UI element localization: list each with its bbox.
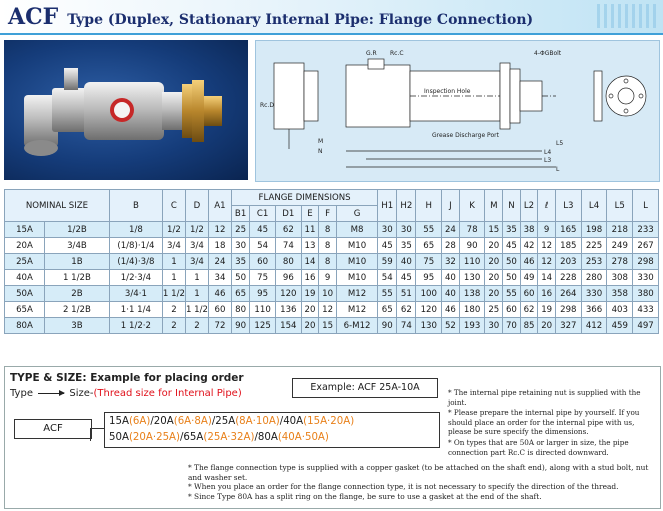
table-cell-k: 78 — [459, 222, 485, 238]
table-cell-l2: 49 — [520, 270, 538, 286]
table-cell-c: 2 — [162, 302, 185, 318]
header-d1: D1 — [275, 206, 301, 222]
table-cell-e: 19 — [301, 286, 319, 302]
header-l3: L3 — [555, 190, 581, 222]
table-cell-f: 9 — [319, 270, 337, 286]
table-cell-h1: 90 — [378, 318, 397, 334]
table-cell-l4: 366 — [581, 302, 607, 318]
table-cell-f: 8 — [319, 238, 337, 254]
table-cell-g: M8 — [336, 222, 377, 238]
header-k: K — [459, 190, 485, 222]
table-cell-l: 12 — [538, 254, 556, 270]
table-cell-h: 120 — [416, 302, 442, 318]
header-h1: H1 — [378, 190, 397, 222]
table-cell-l2: 60 — [520, 286, 538, 302]
table-cell-h: 100 — [416, 286, 442, 302]
table-cell-n: 45 — [503, 238, 521, 254]
table-cell-f: 10 — [319, 286, 337, 302]
header-f: F — [319, 206, 337, 222]
arrow-icon — [38, 393, 64, 394]
note-thread-direction: * When you place an order for the flange connection type, it is not necessary to specify the direction of the thread. — [188, 482, 619, 492]
notes-right — [448, 388, 656, 458]
ordering-title: TYPE & SIZE: Example for placing order — [10, 372, 244, 384]
header-m: M — [485, 190, 503, 222]
table-cell-c1: 54 — [250, 238, 276, 254]
table-cell-h2: 35 — [397, 238, 416, 254]
table-cell-j: 40 — [442, 270, 460, 286]
size-20a: /20A — [150, 416, 174, 427]
table-cell-b: 3B — [44, 318, 109, 334]
table-cell-f: 15 — [319, 318, 337, 334]
table-cell-n: 55 — [503, 286, 521, 302]
table-cell-b1: 65 — [231, 286, 249, 302]
table-cell-k: 138 — [459, 286, 485, 302]
table-cell-d: 3/4 — [185, 238, 208, 254]
table-cell-j: 52 — [442, 318, 460, 334]
table-row — [5, 286, 659, 302]
table-cell-b: 1/8 — [109, 222, 162, 238]
header-h: H — [416, 190, 442, 222]
table-cell-n: 35 — [503, 222, 521, 238]
table-cell-l4: 330 — [581, 286, 607, 302]
table-cell-c: 1 — [162, 270, 185, 286]
table-cell-l4: 198 — [581, 222, 607, 238]
table-cell-a1: 46 — [208, 286, 231, 302]
connector-line — [90, 428, 105, 441]
table-cell-e: 20 — [301, 318, 319, 334]
table-cell-b: 1 1/2·2 — [109, 318, 162, 334]
table-cell-h: 55 — [416, 222, 442, 238]
note-gasket: * The flange connection type is supplied with a copper gasket (to be attached on the shaft end), along with a stud bolt, nut and washer set. — [188, 463, 649, 482]
label-rcd: Rc.D — [260, 102, 274, 109]
table-cell-k: 193 — [459, 318, 485, 334]
table-cell-n: 50 — [503, 270, 521, 286]
table-cell-l2: 38 — [520, 222, 538, 238]
size-25a: /25A — [211, 416, 236, 427]
table-cell-c: 3/4 — [162, 238, 185, 254]
table-cell-a1: 12 — [208, 222, 231, 238]
table-cell-g: M10 — [336, 238, 377, 254]
table-cell-c1: 125 — [250, 318, 276, 334]
size-40a: /40A — [279, 416, 304, 427]
note-rcc-direction: * On types that are 50A or larger in size, the pipe connection part Rc.C is directed downward. — [448, 437, 629, 457]
table-cell-h2: 45 — [397, 270, 416, 286]
size-65a: /65A — [180, 432, 204, 443]
table-cell-l: 14 — [538, 270, 556, 286]
dimension-table — [4, 189, 659, 334]
table-cell-c1: 110 — [250, 302, 276, 318]
type-size-legend — [10, 388, 242, 399]
table-cell-a1: 60 — [208, 302, 231, 318]
product-photo — [4, 40, 248, 180]
table-cell-d1: 136 — [275, 302, 301, 318]
size-80a-inner: (40A·50A) — [277, 432, 329, 443]
order-example: Example: ACF 25A-10A — [292, 378, 438, 398]
label-l: L — [556, 166, 560, 173]
table-cell-h1: 45 — [378, 238, 397, 254]
header-j: J — [442, 190, 460, 222]
table-cell-h1: 54 — [378, 270, 397, 286]
model-name: ACF — [8, 4, 59, 30]
header-a1: A1 — [208, 190, 231, 222]
header-l: L — [633, 190, 659, 222]
cross-section-drawing — [256, 41, 659, 181]
table-cell-l: 20 — [538, 318, 556, 334]
table-row — [5, 254, 659, 270]
header-d: D — [185, 190, 208, 222]
table-cell-f: 8 — [319, 222, 337, 238]
table-cell-l: 9 — [538, 222, 556, 238]
table-cell-l3: 185 — [555, 238, 581, 254]
table-cell-j: 24 — [442, 222, 460, 238]
table-cell-a: 40A — [5, 270, 45, 286]
table-cell-g: M10 — [336, 254, 377, 270]
table-cell-h2: 40 — [397, 254, 416, 270]
table-cell-j: 32 — [442, 254, 460, 270]
table-cell-d1: 74 — [275, 238, 301, 254]
table-cell-d: 2 — [185, 318, 208, 334]
table-cell-a1: 72 — [208, 318, 231, 334]
page-title — [8, 4, 533, 30]
table-cell-g: M12 — [336, 286, 377, 302]
table-cell-m: 30 — [485, 318, 503, 334]
table-cell-h2: 74 — [397, 318, 416, 334]
table-cell-l5: 403 — [607, 302, 633, 318]
table-cell-l3: 264 — [555, 286, 581, 302]
type-description: Type (Duplex, Stationary Internal Pipe: Flange Connection) — [67, 12, 534, 28]
table-cell-h1: 30 — [378, 222, 397, 238]
table-cell-c: 1 — [162, 254, 185, 270]
size-options — [104, 412, 440, 448]
table-cell-h: 75 — [416, 254, 442, 270]
label-grease: Grease Discharge Port — [432, 132, 499, 139]
table-cell-l: 16 — [538, 286, 556, 302]
table-cell-l: 330 — [633, 270, 659, 286]
table-cell-b: 2 1/2B — [44, 302, 109, 318]
table-cell-l: 267 — [633, 238, 659, 254]
table-cell-b: 1/2B — [44, 222, 109, 238]
header-ell: ℓ — [538, 190, 556, 222]
table-cell-b: 3/4·1 — [109, 286, 162, 302]
size-line-2 — [109, 430, 435, 446]
table-cell-m: 15 — [485, 222, 503, 238]
table-cell-l: 19 — [538, 302, 556, 318]
table-cell-l: 380 — [633, 286, 659, 302]
table-cell-l4: 225 — [581, 238, 607, 254]
table-cell-l5: 218 — [607, 222, 633, 238]
table-cell-l4: 280 — [581, 270, 607, 286]
header-b1: B1 — [231, 206, 249, 222]
table-cell-c: 1/2 — [162, 222, 185, 238]
table-cell-b: (1/4)·3/8 — [109, 254, 162, 270]
table-cell-h2: 51 — [397, 286, 416, 302]
table-cell-d: 1 — [185, 286, 208, 302]
table-cell-l5: 278 — [607, 254, 633, 270]
header-l4: L4 — [581, 190, 607, 222]
header-decoration — [597, 4, 657, 28]
header-n: N — [503, 190, 521, 222]
label-gbolt: 4-ΦGBolt — [534, 50, 562, 57]
table-cell-g: M10 — [336, 270, 377, 286]
dimension-drawing — [255, 40, 660, 182]
table-cell-g: 6-M12 — [336, 318, 377, 334]
table-cell-b: 1 1/2B — [44, 270, 109, 286]
table-cell-m: 25 — [485, 302, 503, 318]
header-c1: C1 — [250, 206, 276, 222]
table-cell-m: 20 — [485, 238, 503, 254]
header-c: C — [162, 190, 185, 222]
table-cell-l5: 358 — [607, 286, 633, 302]
header-l2: L2 — [520, 190, 538, 222]
table-cell-j: 46 — [442, 302, 460, 318]
table-cell-h1: 65 — [378, 302, 397, 318]
table-cell-l2: 42 — [520, 238, 538, 254]
table-cell-l3: 298 — [555, 302, 581, 318]
table-cell-d1: 80 — [275, 254, 301, 270]
table-cell-a: 65A — [5, 302, 45, 318]
table-cell-n: 70 — [503, 318, 521, 334]
size-80a: /80A — [254, 432, 278, 443]
table-cell-b1: 25 — [231, 222, 249, 238]
label-gr: G.R — [366, 50, 377, 57]
table-cell-h1: 55 — [378, 286, 397, 302]
table-cell-j: 40 — [442, 286, 460, 302]
size-50a: 50A — [109, 432, 129, 443]
table-cell-l3: 327 — [555, 318, 581, 334]
table-cell-b: 1·1 1/4 — [109, 302, 162, 318]
table-cell-f: 12 — [319, 302, 337, 318]
table-cell-l: 497 — [633, 318, 659, 334]
model-box: ACF — [14, 419, 92, 439]
table-row — [5, 318, 659, 334]
table-cell-e: 11 — [301, 222, 319, 238]
table-cell-m: 20 — [485, 254, 503, 270]
table-cell-e: 20 — [301, 302, 319, 318]
table-cell-l4: 253 — [581, 254, 607, 270]
label-inspection: Inspection Hole — [424, 88, 471, 95]
table-cell-b: 1B — [44, 254, 109, 270]
label-n: N — [318, 148, 323, 155]
table-cell-e: 16 — [301, 270, 319, 286]
table-cell-b: (1/8)·1/4 — [109, 238, 162, 254]
table-cell-l5: 249 — [607, 238, 633, 254]
table-row — [5, 302, 659, 318]
type-label: Type — [10, 388, 33, 399]
table-cell-f: 8 — [319, 254, 337, 270]
table-cell-m: 20 — [485, 270, 503, 286]
header-b: B — [109, 190, 162, 222]
size-40a-inner: (15A·20A) — [303, 416, 355, 427]
table-cell-c1: 95 — [250, 286, 276, 302]
header-nominal-size: NOMINAL SIZE — [5, 190, 110, 222]
table-cell-l2: 85 — [520, 318, 538, 334]
table-cell-b1: 35 — [231, 254, 249, 270]
size-25a-inner: (8A·10A) — [235, 416, 280, 427]
table-cell-d: 1 1/2 — [185, 302, 208, 318]
size-label: Size- — [69, 388, 94, 399]
size-15a: 15A — [109, 416, 129, 427]
table-cell-d1: 62 — [275, 222, 301, 238]
table-cell-l3: 203 — [555, 254, 581, 270]
note-internal-pipe: * Please prepare the internal pipe by yourself. If you should place an order for the internal pipe with us, please be sure specify the dimensions. — [448, 408, 640, 437]
table-cell-h2: 62 — [397, 302, 416, 318]
header-l5: L5 — [607, 190, 633, 222]
table-cell-b: 3/4B — [44, 238, 109, 254]
table-cell-a: 20A — [5, 238, 45, 254]
table-cell-e: 13 — [301, 238, 319, 254]
table-cell-h: 95 — [416, 270, 442, 286]
note-split-ring: * Since Type 80A has a split ring on the flange, be sure to use a gasket at the end of the shaft. — [188, 491, 542, 501]
table-cell-b: 2B — [44, 286, 109, 302]
table-cell-k: 180 — [459, 302, 485, 318]
table-cell-k: 90 — [459, 238, 485, 254]
table-cell-n: 50 — [503, 254, 521, 270]
table-row — [5, 238, 659, 254]
rotary-joint-illustration — [4, 40, 248, 180]
table-cell-k: 130 — [459, 270, 485, 286]
label-l4: L4 — [544, 149, 552, 156]
table-cell-a1: 18 — [208, 238, 231, 254]
notes-bottom — [188, 463, 656, 501]
table-cell-j: 28 — [442, 238, 460, 254]
label-l3: L3 — [544, 157, 552, 164]
table-header-row — [5, 190, 659, 206]
size-50a-inner: (20A·25A) — [128, 432, 180, 443]
table-cell-d: 1/2 — [185, 222, 208, 238]
table-cell-c: 2 — [162, 318, 185, 334]
table-cell-c: 1 1/2 — [162, 286, 185, 302]
table-cell-l4: 412 — [581, 318, 607, 334]
table-cell-d1: 96 — [275, 270, 301, 286]
size-15a-inner: (6A) — [128, 416, 151, 427]
header-h2: H2 — [397, 190, 416, 222]
table-cell-b: 1/2·3/4 — [109, 270, 162, 286]
size-65a-inner: (25A·32A) — [203, 432, 255, 443]
table-cell-b1: 50 — [231, 270, 249, 286]
table-cell-l3: 165 — [555, 222, 581, 238]
table-cell-d1: 120 — [275, 286, 301, 302]
table-cell-g: M12 — [336, 302, 377, 318]
table-cell-a: 15A — [5, 222, 45, 238]
header-g: G — [336, 206, 377, 222]
header-e: E — [301, 206, 319, 222]
table-cell-l: 433 — [633, 302, 659, 318]
table-cell-c1: 60 — [250, 254, 276, 270]
table-row — [5, 270, 659, 286]
table-cell-a: 25A — [5, 254, 45, 270]
label-m: M — [318, 138, 324, 145]
table-cell-d: 3/4 — [185, 254, 208, 270]
table-cell-b1: 80 — [231, 302, 249, 318]
table-cell-n: 60 — [503, 302, 521, 318]
table-cell-e: 14 — [301, 254, 319, 270]
label-l5: L5 — [556, 140, 564, 147]
table-cell-l: 12 — [538, 238, 556, 254]
header-flange-dimensions: FLANGE DIMENSIONS — [231, 190, 377, 206]
table-cell-c1: 75 — [250, 270, 276, 286]
table-cell-b1: 30 — [231, 238, 249, 254]
table-cell-l: 298 — [633, 254, 659, 270]
size-line-1 — [109, 414, 435, 430]
table-cell-b1: 90 — [231, 318, 249, 334]
table-cell-h: 130 — [416, 318, 442, 334]
table-cell-l5: 308 — [607, 270, 633, 286]
table-row — [5, 222, 659, 238]
table-cell-m: 20 — [485, 286, 503, 302]
table-cell-l2: 62 — [520, 302, 538, 318]
table-cell-a1: 34 — [208, 270, 231, 286]
size-20a-inner: (6A·8A) — [173, 416, 212, 427]
table-cell-l3: 228 — [555, 270, 581, 286]
table-cell-a: 50A — [5, 286, 45, 302]
table-cell-l: 233 — [633, 222, 659, 238]
table-cell-h2: 30 — [397, 222, 416, 238]
table-cell-d: 1 — [185, 270, 208, 286]
table-cell-k: 110 — [459, 254, 485, 270]
table-cell-l2: 46 — [520, 254, 538, 270]
table-cell-a: 80A — [5, 318, 45, 334]
label-rcc: Rc.C — [390, 50, 404, 57]
note-retaining-nut: * The internal pipe retaining nut is supplied with the joint. — [448, 388, 641, 407]
table-cell-h: 65 — [416, 238, 442, 254]
size-paren-label: (Thread size for Internal Pipe) — [93, 388, 242, 399]
table-cell-d1: 154 — [275, 318, 301, 334]
table-cell-h1: 59 — [378, 254, 397, 270]
table-cell-l5: 459 — [607, 318, 633, 334]
table-cell-c1: 45 — [250, 222, 276, 238]
table-cell-a1: 24 — [208, 254, 231, 270]
